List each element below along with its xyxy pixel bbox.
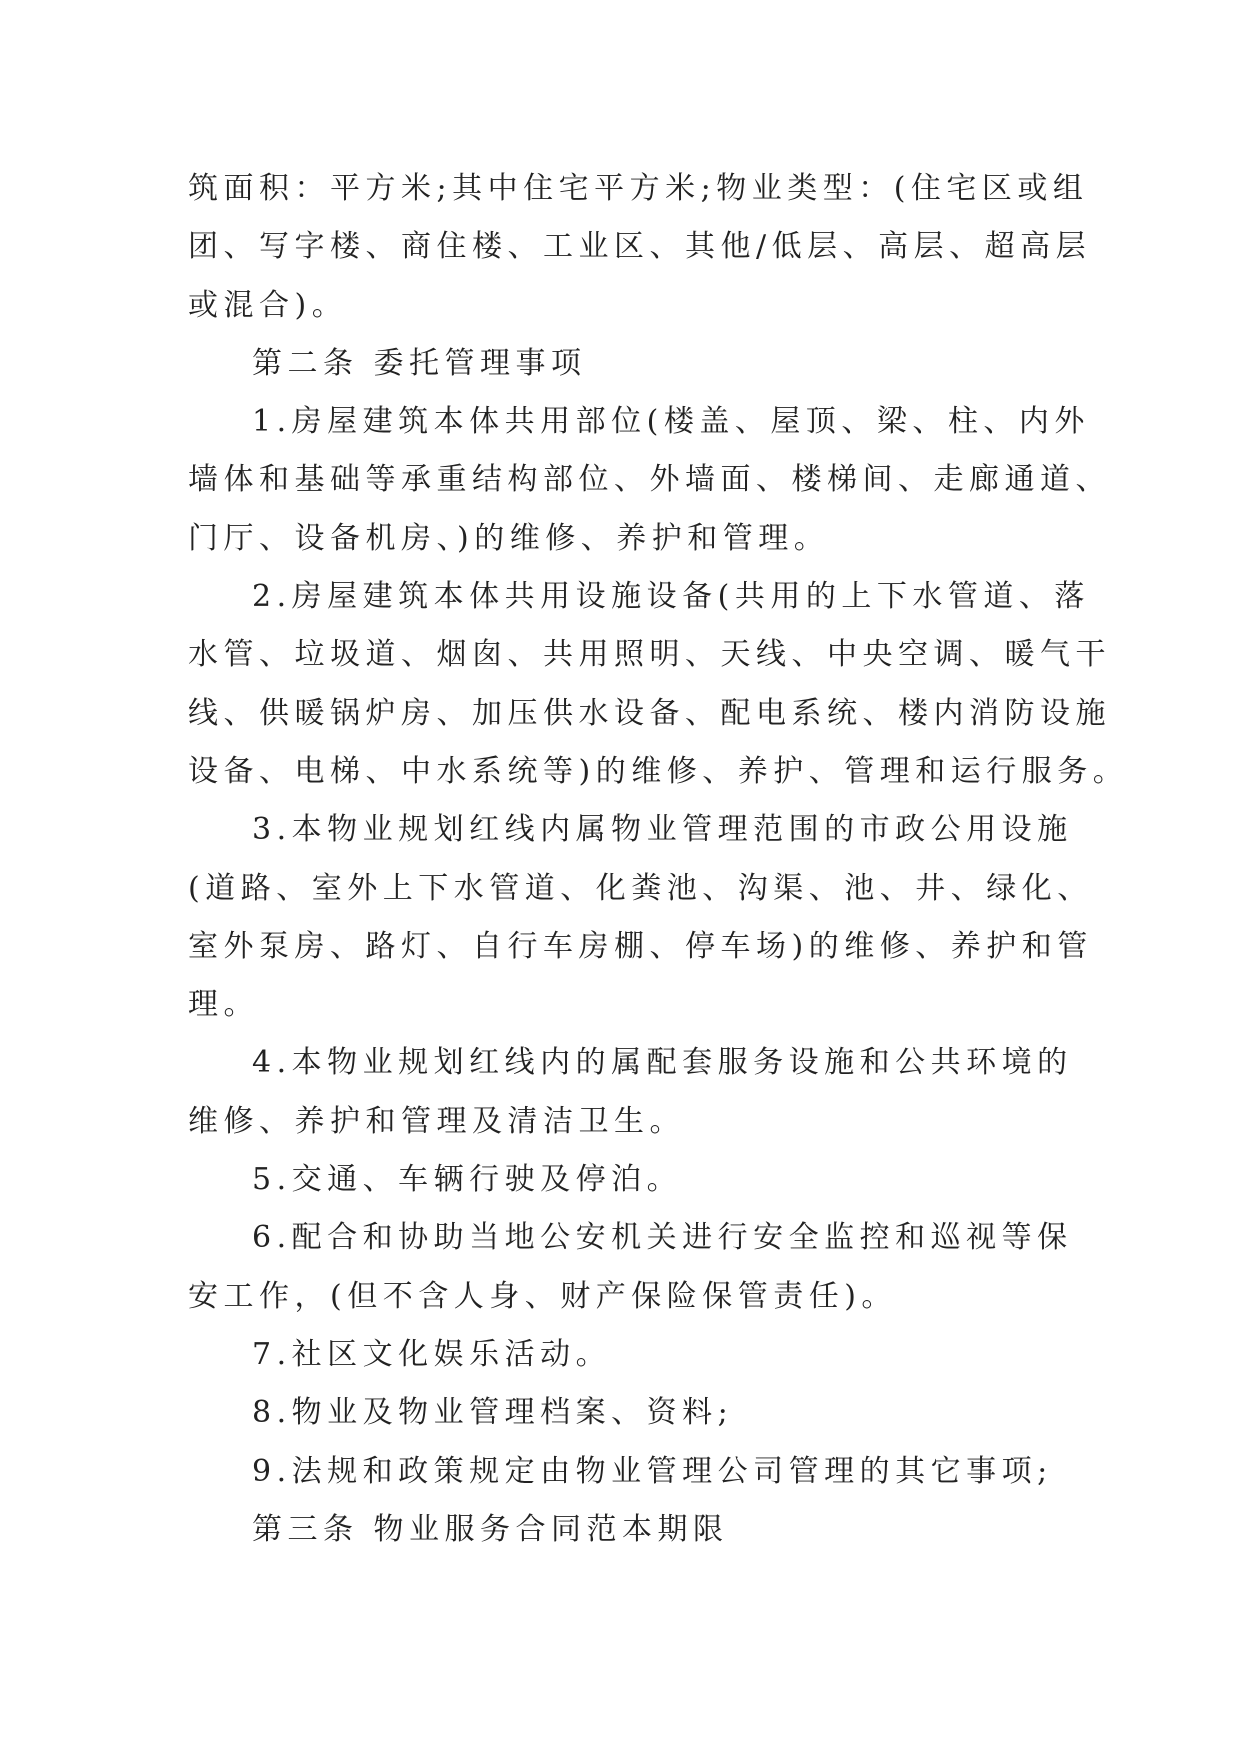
text-line: 4.本物业规划红线内的属配套服务设施和公共环境的 bbox=[252, 1045, 1073, 1081]
text-line: 维修、养护和管理及清洁卫生。 bbox=[188, 1103, 685, 1139]
text-line: 安工作，(但不含人身、财产保险保管责任)。 bbox=[188, 1278, 897, 1314]
text-line: 墙体和基础等承重结构部位、外墙面、楼梯间、走廊通道、 bbox=[188, 462, 1111, 498]
text-line: 1.房屋建筑本体共用部位(楼盖、屋顶、梁、柱、内外 bbox=[252, 404, 1090, 440]
text-line: 第二条 委托管理事项 bbox=[252, 345, 587, 381]
document-body bbox=[188, 160, 1129, 1559]
text-line: 团、写字楼、商住楼、工业区、其他/低层、高层、超高层 bbox=[188, 229, 1092, 265]
text-line: 5.交通、车辆行驶及停泊。 bbox=[252, 1162, 683, 1198]
text-line: 第三条 物业服务合同范本期限 bbox=[252, 1511, 729, 1547]
text-line: 理。 bbox=[188, 987, 259, 1023]
text-line: 7.社区文化娱乐活动。 bbox=[252, 1336, 612, 1372]
text-line: 或混合)。 bbox=[188, 287, 348, 323]
text-line: 筑面积：平方米;其中住宅平方米;物业类型：(住宅区或组 bbox=[188, 171, 1089, 206]
text-line: (道路、室外上下水管道、化粪池、沟渠、池、井、绿化、 bbox=[188, 870, 1093, 906]
text-line: 2.房屋建筑本体共用设施设备(共用的上下水管道、落 bbox=[252, 579, 1090, 615]
text-line: 室外泵房、路灯、自行车房棚、停车场)的维修、养护和管 bbox=[188, 928, 1093, 964]
text-line: 线、供暖锅炉房、加压供水设备、配电系统、楼内消防设施 bbox=[188, 695, 1111, 731]
text-line: 3.本物业规划红线内属物业管理范围的市政公用设施 bbox=[252, 812, 1073, 848]
text-line: 门厅、设备机房、)的维修、养护和管理。 bbox=[188, 520, 830, 556]
text-line: 9.法规和政策规定由物业管理公司管理的其它事项; bbox=[252, 1453, 1053, 1489]
text-line: 8.物业及物业管理档案、资料; bbox=[252, 1395, 734, 1431]
text-line: 6.配合和协助当地公安机关进行安全监控和巡视等保 bbox=[252, 1220, 1073, 1256]
text-line: 水管、垃圾道、烟囱、共用照明、天线、中央空调、暖气干 bbox=[188, 637, 1111, 673]
text-line: 设备、电梯、中水系统等)的维修、养护、管理和运行服务。 bbox=[188, 753, 1129, 789]
